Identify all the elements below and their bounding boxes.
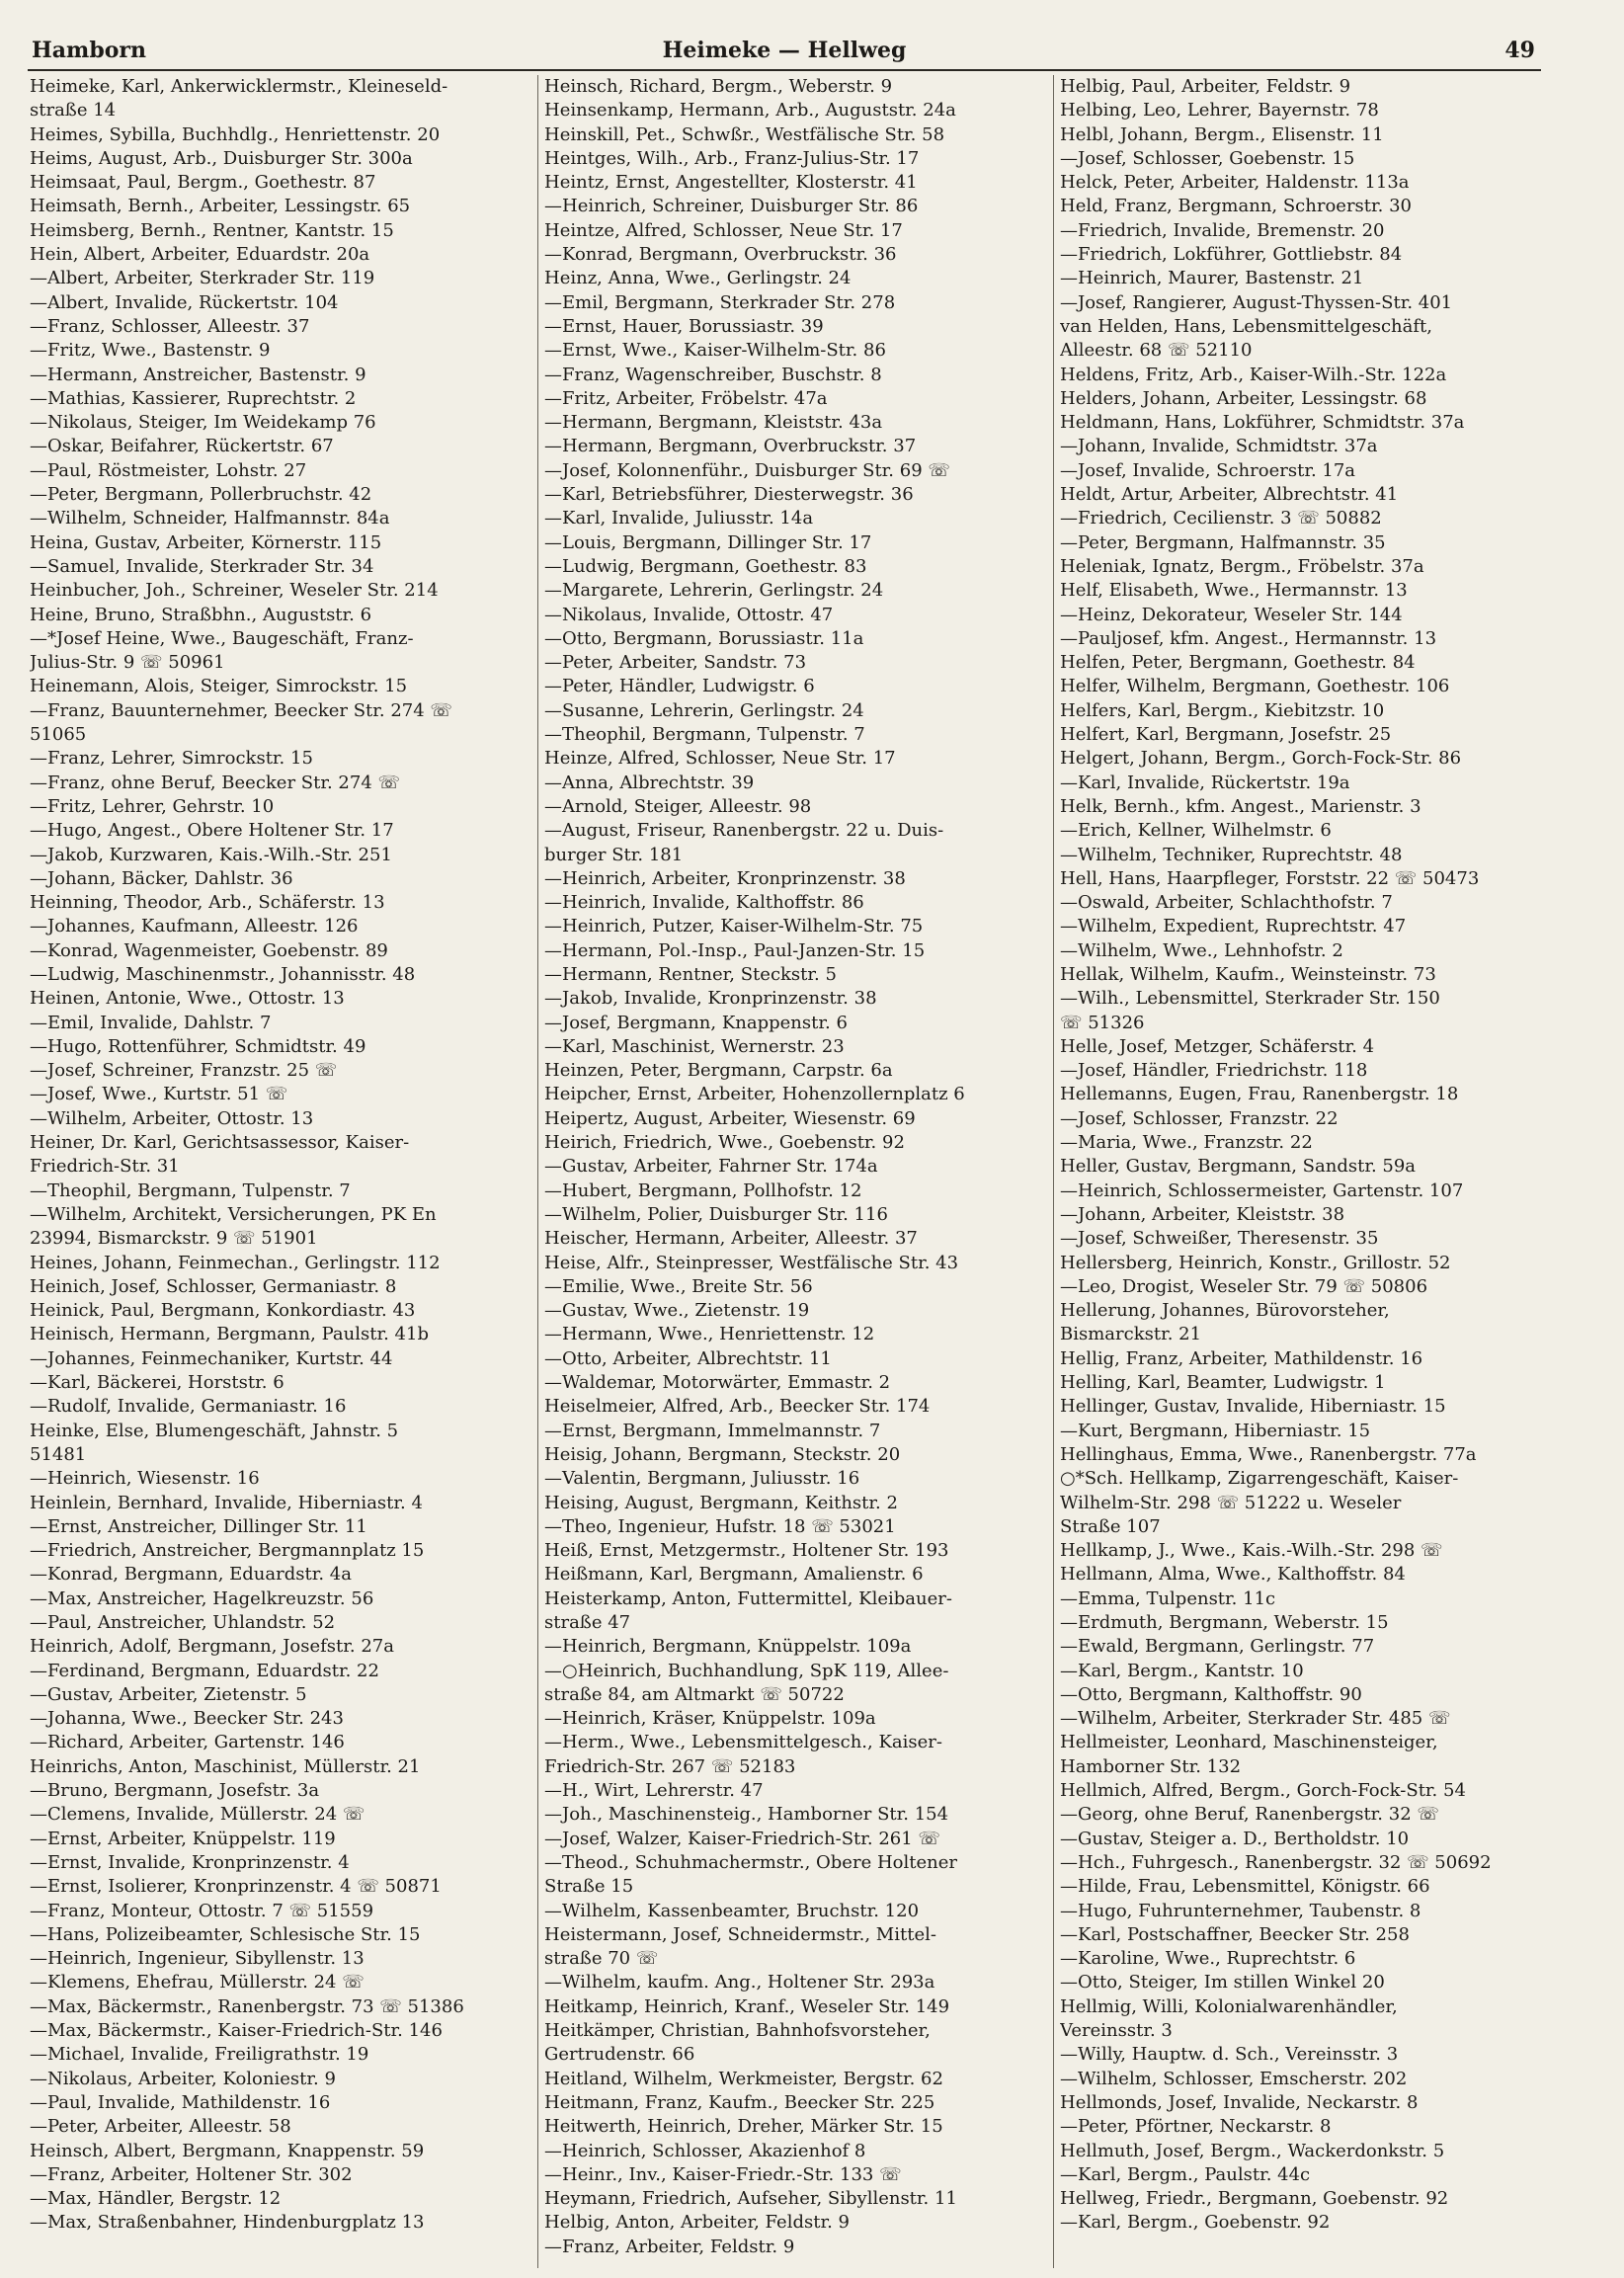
- directory-entry: —Ernst, Bergmann, Immelmannstr. 7: [544, 1420, 881, 1441]
- directory-entry: Heise, Alfr., Steinpresser, Westfälische Str. 43: [544, 1252, 959, 1273]
- directory-entry: Heisig, Johann, Bergmann, Steckstr. 20: [544, 1443, 901, 1465]
- directory-entry: —Ernst, Anstreicher, Dillinger Str. 11: [30, 1515, 367, 1537]
- directory-entry: Heißmann, Karl, Bergmann, Amalienstr. 6: [544, 1564, 924, 1586]
- directory-entry: Heiselmeier, Alfred, Arb., Beecker Str. 174: [544, 1396, 931, 1418]
- directory-entry: —Karl, Invalide, Rückertstr. 19a: [1060, 772, 1350, 793]
- column-2: [537, 75, 1046, 2268]
- directory-entry: —Kurt, Bergmann, Hiberniastr. 15: [1060, 1420, 1371, 1441]
- directory-entry: Helfer, Wilhelm, Bergmann, Goethestr. 106: [1060, 676, 1450, 697]
- directory-entry: —Josef, Schreiner, Franzstr. 25 ☏: [30, 1060, 338, 1082]
- directory-entry: —Wilhelm, Arbeiter, Ottostr. 13: [30, 1107, 314, 1129]
- directory-entry: —Wilhelm, Schneider, Halfmannstr. 84a: [30, 508, 390, 529]
- directory-entry: —Gustav, Wwe., Zietenstr. 19: [544, 1300, 810, 1322]
- directory-entry: —Oswald, Arbeiter, Schlachthofstr. 7: [1060, 892, 1393, 914]
- directory-entry: Wilhelm-Str. 298 ☏ 51222 u. Weseler: [1060, 1492, 1402, 1513]
- directory-entry: Heller, Gustav, Bergmann, Sandstr. 59a: [1060, 1156, 1417, 1178]
- directory-entry: —Franz, Bauunternehmer, Beecker Str. 274 ☏: [30, 699, 452, 721]
- column-1: [30, 75, 537, 2268]
- directory-entry: —Ernst, Isolierer, Kronprinzenstr. 4 ☏ 50871: [30, 1876, 442, 1898]
- directory-entry: —Theophil, Bergmann, Tulpenstr. 7: [544, 724, 865, 746]
- directory-entry: Hellemanns, Eugen, Frau, Ranenbergstr. 18: [1060, 1084, 1459, 1105]
- directory-entry: Heinisch, Hermann, Bergmann, Paulstr. 41b: [30, 1324, 429, 1345]
- directory-entry: —Wilhelm, Arbeiter, Sterkrader Str. 485 ☏: [1060, 1708, 1451, 1730]
- directory-entry: —Paul, Röstmeister, Lohstr. 27: [30, 459, 307, 481]
- directory-entry: —Johanna, Wwe., Beecker Str. 243: [30, 1708, 344, 1730]
- directory-entry: —Oskar, Beifahrer, Rückertstr. 67: [30, 436, 334, 457]
- directory-entry: —Emilie, Wwe., Breite Str. 56: [544, 1275, 813, 1297]
- directory-entry: —Margarete, Lehrerin, Gerlingstr. 24: [544, 580, 884, 602]
- directory-entry: —Heinrich, Putzer, Kaiser-Wilhelm-Str. 75: [544, 916, 924, 937]
- directory-entry: —Karl, Postschaffner, Beecker Str. 258: [1060, 1923, 1410, 1945]
- directory-entry: —Wilhelm, kaufm. Ang., Holtener Str. 293a: [544, 1972, 935, 1993]
- directory-entry: —Otto, Bergmann, Borussiastr. 11a: [544, 627, 864, 649]
- directory-entry: —Wilhelm, Wwe., Lehnhofstr. 2: [1060, 939, 1343, 961]
- directory-entry: —Hilde, Frau, Lebensmittel, Königstr. 66: [1060, 1876, 1430, 1898]
- directory-entry: Heldmann, Hans, Lokführer, Schmidtstr. 37a: [1060, 412, 1465, 434]
- directory-entry: —Heinrich, Schlosser, Akazienhof 8: [544, 2140, 866, 2161]
- directory-entry: Heitwerth, Heinrich, Dreher, Märker Str. 15: [544, 2116, 943, 2138]
- directory-entry: Friedrich-Str. 267 ☏ 52183: [544, 1755, 796, 1777]
- directory-entry: Heimes, Sybilla, Buchhdlg., Henriettenstr. 20: [30, 123, 441, 145]
- directory-entry: Heinemann, Alois, Steiger, Simrockstr. 15: [30, 676, 408, 697]
- directory-entry: —Ernst, Hauer, Borussiastr. 39: [544, 315, 824, 337]
- directory-entry: —Konrad, Bergmann, Eduardstr. 4a: [30, 1564, 352, 1586]
- directory-entry: Heimeke, Karl, Ankerwicklermstr., Kleineseld-: [30, 76, 448, 97]
- directory-entry: Heldens, Fritz, Arb., Kaiser-Wilh.-Str. 122a: [1060, 364, 1447, 385]
- directory-entry: —Josef, Bergmann, Knappenstr. 6: [544, 1012, 848, 1033]
- directory-entry: Hein, Albert, Arbeiter, Eduardstr. 20a: [30, 244, 370, 266]
- directory-entry: —Peter, Händler, Ludwigstr. 6: [544, 676, 815, 697]
- directory-entry: —H., Wirt, Lehrerstr. 47: [544, 1780, 764, 1802]
- directory-entry: —Ludwig, Maschinenmstr., Johannisstr. 48: [30, 963, 416, 985]
- directory-entry: —Wilhelm, Techniker, Ruprechtstr. 48: [1060, 844, 1403, 865]
- directory-entry: Heipcher, Ernst, Arbeiter, Hohenzollernplatz 6: [544, 1084, 965, 1105]
- directory-entry: —Josef, Schlosser, Goebenstr. 15: [1060, 147, 1355, 169]
- directory-entry: Heinning, Theodor, Arb., Schäferstr. 13: [30, 892, 385, 914]
- directory-entry: straße 70 ☏: [544, 1948, 659, 1970]
- directory-entry: Helbig, Anton, Arbeiter, Feldstr. 9: [544, 2212, 850, 2234]
- directory-entry: Helfers, Karl, Bergm., Kiebitzstr. 10: [1060, 699, 1385, 721]
- directory-entry: Hellmeister, Leonhard, Maschinensteiger,: [1060, 1732, 1438, 1753]
- directory-entry: 51481: [30, 1443, 87, 1465]
- directory-entry: —Heinrich, Schlossermeister, Gartenstr. 107: [1060, 1180, 1464, 1201]
- directory-entry: Heistermann, Josef, Schneidermstr., Mittel-: [544, 1923, 936, 1945]
- directory-entry: —Friedrich, Anstreicher, Bergmannplatz 15: [30, 1540, 425, 1562]
- directory-entry: —Erich, Kellner, Wilhelmstr. 6: [1060, 820, 1332, 842]
- directory-entry: Helbl, Johann, Bergm., Elisenstr. 11: [1060, 123, 1384, 145]
- directory-entry: Heinsenkamp, Hermann, Arb., Auguststr. 24a: [544, 100, 956, 122]
- directory-entry: —Josef, Händler, Friedrichstr. 118: [1060, 1060, 1368, 1082]
- directory-entry: Hellmich, Alfred, Bergm., Gorch-Fock-Str. 54: [1060, 1780, 1466, 1802]
- directory-entry: Helle, Josef, Metzger, Schäferstr. 4: [1060, 1035, 1375, 1057]
- directory-entry: —Karl, Invalide, Juliusstr. 14a: [544, 508, 814, 529]
- directory-entry: Heitkamp, Heinrich, Kranf., Weseler Str. 149: [544, 1995, 950, 2017]
- directory-entry: Hamborner Str. 132: [1060, 1755, 1242, 1777]
- directory-entry: —*Josef Heine, Wwe., Baugeschäft, Franz-: [30, 627, 414, 649]
- directory-entry: —Emil, Bergmann, Sterkrader Str. 278: [544, 291, 896, 313]
- directory-entry: Held, Franz, Bergmann, Schroerstr. 30: [1060, 196, 1413, 217]
- directory-entry: Heisterkamp, Anton, Futtermittel, Kleibauer-: [544, 1587, 952, 1609]
- directory-entry: —Johannes, Kaufmann, Alleestr. 126: [30, 916, 359, 937]
- directory-entry: —Ernst, Wwe., Kaiser-Wilhelm-Str. 86: [544, 340, 886, 362]
- page-header: [28, 38, 1541, 71]
- directory-entry: Hellerung, Johannes, Bürovorsteher,: [1060, 1300, 1390, 1322]
- directory-entry: Hellinghaus, Emma, Wwe., Ranenbergstr. 77a: [1060, 1443, 1477, 1465]
- directory-entry: —Fritz, Arbeiter, Fröbelstr. 47a: [544, 387, 828, 409]
- directory-entry: Heintze, Alfred, Schlosser, Neue Str. 17: [544, 219, 903, 241]
- directory-entry: —Pauljosef, kfm. Angest., Hermannstr. 13: [1060, 627, 1437, 649]
- directory-entry: —Franz, Arbeiter, Holtener Str. 302: [30, 2163, 353, 2185]
- directory-entry: —Peter, Arbeiter, Sandstr. 73: [544, 652, 807, 674]
- directory-entry: —Karl, Bergm., Goebenstr. 92: [1060, 2212, 1331, 2234]
- directory-entry: —Mathias, Kassierer, Ruprechtstr. 2: [30, 387, 357, 409]
- directory-entry: —Max, Bäckermstr., Kaiser-Friedrich-Str. 146: [30, 2020, 443, 2042]
- directory-entry: Heinlein, Bernhard, Invalide, Hiberniastr. 4: [30, 1492, 423, 1513]
- directory-entry: —Heinrich, Ingenieur, Sibyllenstr. 13: [30, 1948, 365, 1970]
- directory-entry: —Michael, Invalide, Freiligrathstr. 19: [30, 2044, 369, 2066]
- directory-entry: Gertrudenstr. 66: [544, 2044, 695, 2066]
- directory-entry: straße 14: [30, 100, 117, 122]
- directory-entry: —Heinrich, Kräser, Knüppelstr. 109a: [544, 1708, 876, 1730]
- directory-entry: Helbig, Paul, Arbeiter, Feldstr. 9: [1060, 76, 1351, 97]
- directory-entry: —Gustav, Arbeiter, Fahrner Str. 174a: [544, 1156, 878, 1178]
- directory-entry: Helfert, Karl, Bergmann, Josefstr. 25: [1060, 724, 1392, 746]
- directory-entry: Straße 107: [1060, 1515, 1161, 1537]
- directory-entry: —Johann, Bäcker, Dahlstr. 36: [30, 867, 293, 889]
- directory-entry: Heinsch, Richard, Bergm., Weberstr. 9: [544, 76, 893, 97]
- directory-entry: Helders, Johann, Arbeiter, Lessingstr. 68: [1060, 387, 1427, 409]
- directory-entry: —Heinrich, Wiesenstr. 16: [30, 1468, 260, 1490]
- directory-entry: —Gustav, Steiger a. D., Bertholdstr. 10: [1060, 1828, 1410, 1849]
- directory-entry: Helf, Elisabeth, Wwe., Hermannstr. 13: [1060, 580, 1408, 602]
- directory-entry: Heising, August, Bergmann, Keithstr. 2: [544, 1492, 898, 1513]
- directory-entry: —Louis, Bergmann, Dillinger Str. 17: [544, 531, 872, 553]
- directory-entry: —Gustav, Arbeiter, Zietenstr. 5: [30, 1683, 307, 1705]
- directory-entry: —Josef, Invalide, Schroerstr. 17a: [1060, 459, 1356, 481]
- directory-entry: ☏ 51326: [1060, 1012, 1145, 1033]
- header-city: Hamborn: [32, 38, 146, 63]
- directory-entry: Julius-Str. 9 ☏ 50961: [30, 652, 225, 674]
- directory-entry: Hellweg, Friedr., Bergmann, Goebenstr. 92: [1060, 2188, 1449, 2210]
- directory-entry: —Franz, Schlosser, Alleestr. 37: [30, 315, 310, 337]
- directory-entry: —Hermann, Pol.-Insp., Paul-Janzen-Str. 15: [544, 939, 926, 961]
- directory-entry: Heinbucher, Joh., Schreiner, Weseler Str. 214: [30, 580, 439, 602]
- directory-entry: —Leo, Drogist, Weseler Str. 79 ☏ 50806: [1060, 1275, 1428, 1297]
- directory-entry: Heinrichs, Anton, Maschinist, Müllerstr. 21: [30, 1755, 421, 1777]
- directory-entry: —Heinrich, Schreiner, Duisburger Str. 86: [544, 196, 919, 217]
- directory-entry: —Hans, Polizeibeamter, Schlesische Str. 15: [30, 1923, 421, 1945]
- directory-entry: —Heinr., Inv., Kaiser-Friedr.-Str. 133 ☏: [544, 2163, 902, 2185]
- directory-entry: —Jakob, Invalide, Kronprinzenstr. 38: [544, 988, 877, 1010]
- directory-entry: —Ewald, Bergmann, Gerlingstr. 77: [1060, 1636, 1375, 1658]
- directory-entry: —Joh., Maschinensteig., Hamborner Str. 154: [544, 1804, 949, 1826]
- directory-entry: Vereinsstr. 3: [1060, 2020, 1173, 2042]
- directory-entry: 23994, Bismarckstr. 9 ☏ 51901: [30, 1228, 318, 1250]
- directory-entry: Hellinger, Gustav, Invalide, Hiberniastr. 15: [1060, 1396, 1446, 1418]
- directory-entry: —Emma, Tulpenstr. 11c: [1060, 1587, 1276, 1609]
- directory-entry: —Peter, Bergmann, Halfmannstr. 35: [1060, 531, 1386, 553]
- directory-entry: Heiß, Ernst, Metzgermstr., Holtener Str. 193: [544, 1540, 949, 1562]
- directory-entry: straße 47: [544, 1612, 631, 1633]
- directory-entry: Heinskill, Pet., Schwßr., Westfälische Str. 58: [544, 123, 945, 145]
- directory-entry: —Samuel, Invalide, Sterkrader Str. 34: [30, 555, 374, 577]
- directory-entry: —Max, Bäckermstr., Ranenbergstr. 73 ☏ 51386: [30, 1995, 464, 2017]
- directory-entry: —Heinrich, Invalide, Kalthoffstr. 86: [544, 892, 864, 914]
- directory-entry: straße 84, am Altmarkt ☏ 50722: [544, 1683, 845, 1705]
- directory-entry: —Klemens, Ehefrau, Müllerstr. 24 ☏: [30, 1972, 365, 1993]
- directory-entry: —Emil, Invalide, Dahlstr. 7: [30, 1012, 272, 1033]
- directory-entry: Heinsch, Albert, Bergmann, Knappenstr. 59: [30, 2140, 425, 2161]
- directory-entry: Heintges, Wilh., Arb., Franz-Julius-Str. 17: [544, 147, 920, 169]
- directory-entry: —Ludwig, Bergmann, Goethestr. 83: [544, 555, 867, 577]
- directory-entry: —Susanne, Lehrerin, Gerlingstr. 24: [544, 699, 864, 721]
- directory-entry: —Josef, Wwe., Kurtstr. 51 ☏: [30, 1084, 288, 1105]
- directory-entry: —Theod., Schuhmachermstr., Obere Holtener: [544, 1851, 957, 1873]
- directory-entry: —Johann, Arbeiter, Kleiststr. 38: [1060, 1203, 1345, 1225]
- directory-entry: —Johannes, Feinmechaniker, Kurtstr. 44: [30, 1347, 393, 1369]
- directory-entry: Heimsaat, Paul, Bergm., Goethestr. 87: [30, 172, 376, 194]
- directory-entry: —Heinrich, Bergmann, Knüppelstr. 109a: [544, 1636, 912, 1658]
- directory-entry: —Ernst, Arbeiter, Knüppelstr. 119: [30, 1828, 336, 1849]
- directory-entry: —Josef, Walzer, Kaiser-Friedrich-Str. 261 ☏: [544, 1828, 940, 1849]
- directory-entry: —Max, Straßenbahner, Hindenburgplatz 13: [30, 2212, 425, 2234]
- directory-entry: Heims, August, Arb., Duisburger Str. 300a: [30, 147, 413, 169]
- directory-entry: —Hugo, Angest., Obere Holtener Str. 17: [30, 820, 394, 842]
- directory-entry: ○*Sch. Hellkamp, Zigarrengeschäft, Kaiser-: [1060, 1468, 1459, 1490]
- directory-entry: Heitkämper, Christian, Bahnhofsvorsteher,: [544, 2020, 931, 2042]
- directory-entry: —Jakob, Kurzwaren, Kais.-Wilh.-Str. 251: [30, 844, 392, 865]
- directory-entry: Hellmuth, Josef, Bergm., Wackerdonkstr. 5: [1060, 2140, 1445, 2161]
- directory-entry: van Helden, Hans, Lebensmittelgeschäft,: [1060, 315, 1432, 337]
- directory-entry: —Hermann, Anstreicher, Bastenstr. 9: [30, 364, 366, 385]
- directory-entry: —Wilh., Lebensmittel, Sterkrader Str. 150: [1060, 988, 1440, 1010]
- directory-entry: Helfen, Peter, Bergmann, Goethestr. 84: [1060, 652, 1416, 674]
- directory-entry: —○Heinrich, Buchhandlung, SpK 119, Allee-: [544, 1660, 949, 1681]
- directory-entry: —Franz, Arbeiter, Feldstr. 9: [544, 2236, 795, 2257]
- directory-entry: —Waldemar, Motorwärter, Emmastr. 2: [544, 1372, 891, 1394]
- directory-entry: —Karl, Maschinist, Wernerstr. 23: [544, 1035, 845, 1057]
- directory-entry: —Konrad, Wagenmeister, Goebenstr. 89: [30, 939, 388, 961]
- directory-entry: —Franz, Monteur, Ottostr. 7 ☏ 51559: [30, 1900, 374, 1921]
- directory-entry: —Hermann, Wwe., Henriettenstr. 12: [544, 1324, 875, 1345]
- directory-entry: Friedrich-Str. 31: [30, 1156, 180, 1178]
- directory-entry: Hellmann, Alma, Wwe., Kalthoffstr. 84: [1060, 1564, 1406, 1586]
- directory-entry: Heinze, Alfred, Schlosser, Neue Str. 17: [544, 748, 896, 770]
- directory-entry: —Max, Anstreicher, Hagelkreuzstr. 56: [30, 1587, 374, 1609]
- directory-entry: —Friedrich, Lokführer, Gottliebstr. 84: [1060, 244, 1403, 266]
- directory-entry: —Karl, Bäckerei, Horststr. 6: [30, 1372, 284, 1394]
- directory-entry: —Friedrich, Cecilienstr. 3 ☏ 50882: [1060, 508, 1382, 529]
- directory-entry: —Albert, Invalide, Rückertstr. 104: [30, 291, 339, 313]
- directory-entry: —Arnold, Steiger, Alleestr. 98: [544, 795, 812, 817]
- directory-entry: Helling, Karl, Beamter, Ludwigstr. 1: [1060, 1372, 1386, 1394]
- directory-entry: —Ernst, Invalide, Kronprinzenstr. 4: [30, 1851, 350, 1873]
- directory-entry: —Hch., Fuhrgesch., Ranenbergstr. 32 ☏ 50692: [1060, 1851, 1492, 1873]
- directory-entry: —Nikolaus, Invalide, Ottostr. 47: [544, 604, 834, 625]
- directory-entry: Bismarckstr. 21: [1060, 1324, 1202, 1345]
- directory-entry: —Georg, ohne Beruf, Ranenbergstr. 32 ☏: [1060, 1804, 1439, 1826]
- directory-entry: —Richard, Arbeiter, Gartenstr. 146: [30, 1732, 345, 1753]
- directory-entry: Hellak, Wilhelm, Kaufm., Weinsteinstr. 73: [1060, 963, 1436, 985]
- directory-entry: —Josef, Schlosser, Franzstr. 22: [1060, 1107, 1339, 1129]
- directory-entry: Helck, Peter, Arbeiter, Haldenstr. 113a: [1060, 172, 1410, 194]
- directory-entry: Heitland, Wilhelm, Werkmeister, Bergstr. 62: [544, 2068, 943, 2089]
- directory-entry: Heiner, Dr. Karl, Gerichtsassessor, Kaiser-: [30, 1132, 410, 1154]
- directory-entry: —Franz, Lehrer, Simrockstr. 15: [30, 748, 313, 770]
- directory-entry: —Franz, Wagenschreiber, Buschstr. 8: [544, 364, 882, 385]
- directory-entry: —Hermann, Bergmann, Overbruckstr. 37: [544, 436, 917, 457]
- directory-entry: —Peter, Bergmann, Pollerbruchstr. 42: [30, 484, 372, 506]
- directory-entry: —Willy, Hauptw. d. Sch., Vereinsstr. 3: [1060, 2044, 1399, 2066]
- column-3: [1053, 75, 1554, 2268]
- directory-entry: —Otto, Bergmann, Kalthoffstr. 90: [1060, 1683, 1362, 1705]
- directory-entry: —Paul, Invalide, Mathildenstr. 16: [30, 2091, 331, 2113]
- directory-entry: Hellmonds, Josef, Invalide, Neckarstr. 8: [1060, 2091, 1419, 2113]
- directory-entry: —Wilhelm, Polier, Duisburger Str. 116: [544, 1203, 888, 1225]
- directory-entry: Hell, Hans, Haarpfleger, Forststr. 22 ☏ 50473: [1060, 867, 1480, 889]
- directory-entry: —Josef, Rangierer, August-Thyssen-Str. 401: [1060, 291, 1453, 313]
- directory-entry: —Franz, ohne Beruf, Beecker Str. 274 ☏: [30, 772, 401, 793]
- directory-entry: —Wilhelm, Schlosser, Emscherstr. 202: [1060, 2068, 1408, 2089]
- directory-entry: Heimsath, Bernh., Arbeiter, Lessingstr. 65: [30, 196, 411, 217]
- directory-entry: Hellmig, Willi, Kolonialwarenhändler,: [1060, 1995, 1398, 2017]
- directory-entry: —Albert, Arbeiter, Sterkrader Str. 119: [30, 268, 375, 289]
- directory-entry: —Valentin, Bergmann, Juliusstr. 16: [544, 1468, 860, 1490]
- directory-entry: —Friedrich, Invalide, Bremenstr. 20: [1060, 219, 1385, 241]
- directory-entry: Heldt, Artur, Arbeiter, Albrechtstr. 41: [1060, 484, 1399, 506]
- directory-entry: —Peter, Pförtner, Neckarstr. 8: [1060, 2116, 1332, 2138]
- directory-entry: —Nikolaus, Arbeiter, Koloniestr. 9: [30, 2068, 336, 2089]
- directory-entry: —Maria, Wwe., Franzstr. 22: [1060, 1132, 1313, 1154]
- directory-entry: —Heinz, Dekorateur, Weseler Str. 144: [1060, 604, 1403, 625]
- directory-entry: Heinz, Anna, Wwe., Gerlingstr. 24: [544, 268, 852, 289]
- directory-entry: Helk, Bernh., kfm. Angest., Marienstr. 3: [1060, 795, 1421, 817]
- directory-entry: —Anna, Albrechtstr. 39: [544, 772, 755, 793]
- directory-entry: —August, Friseur, Ranenbergstr. 22 u. Duis-: [544, 820, 944, 842]
- directory-entry: —Karoline, Wwe., Ruprechtstr. 6: [1060, 1948, 1356, 1970]
- directory-entry: Heina, Gustav, Arbeiter, Körnerstr. 115: [30, 531, 382, 553]
- directory-entry: Heine, Bruno, Straßbhn., Auguststr. 6: [30, 604, 372, 625]
- directory-entry: —Wilhelm, Expedient, Ruprechtstr. 47: [1060, 916, 1407, 937]
- directory-entry: —Rudolf, Invalide, Germaniastr. 16: [30, 1396, 347, 1418]
- directory-entry: Heinke, Else, Blumengeschäft, Jahnstr. 5: [30, 1420, 399, 1441]
- directory-entry: Helgert, Johann, Bergm., Gorch-Fock-Str. 86: [1060, 748, 1462, 770]
- directory-entry: —Karl, Betriebsführer, Diesterwegstr. 36: [544, 484, 914, 506]
- directory-entry: Heipertz, August, Arbeiter, Wiesenstr. 69: [544, 1107, 916, 1129]
- directory-entry: Heinich, Josef, Schlosser, Germaniastr. 8: [30, 1275, 397, 1297]
- directory-entry: —Erdmuth, Bergmann, Weberstr. 15: [1060, 1612, 1389, 1633]
- directory-entry: Heintz, Ernst, Angestellter, Klosterstr. 41: [544, 172, 918, 194]
- directory-entry: —Konrad, Bergmann, Overbruckstr. 36: [544, 244, 897, 266]
- directory-entry: Heinen, Antonie, Wwe., Ottostr. 13: [30, 988, 345, 1010]
- directory-entry: Heimsberg, Bernh., Rentner, Kantstr. 15: [30, 219, 394, 241]
- directory-entry: —Peter, Arbeiter, Alleestr. 58: [30, 2116, 291, 2138]
- directory-entry: Heinzen, Peter, Bergmann, Carpstr. 6a: [544, 1060, 893, 1082]
- directory-entry: —Wilhelm, Kassenbeamter, Bruchstr. 120: [544, 1900, 920, 1921]
- directory-entry: Heymann, Friedrich, Aufseher, Sibyllenstr. 11: [544, 2188, 957, 2210]
- page-number: 49: [1504, 38, 1535, 63]
- directory-entry: —Otto, Steiger, Im stillen Winkel 20: [1060, 1972, 1385, 1993]
- directory-entry: 51065: [30, 724, 87, 746]
- directory-entry: —Paul, Anstreicher, Uhlandstr. 52: [30, 1612, 336, 1633]
- directory-entry: —Fritz, Lehrer, Gehrstr. 10: [30, 795, 275, 817]
- directory-entry: Heirich, Friedrich, Wwe., Goebenstr. 92: [544, 1132, 905, 1154]
- directory-entry: —Hugo, Fuhrunternehmer, Taubenstr. 8: [1060, 1900, 1421, 1921]
- directory-entry: —Josef, Kolonnenführ., Duisburger Str. 69 ☏: [544, 459, 950, 481]
- directory-entry: —Heinrich, Maurer, Bastenstr. 21: [1060, 268, 1364, 289]
- directory-entry: Straße 15: [544, 1876, 634, 1898]
- directory-entry: Alleestr. 68 ☏ 52110: [1060, 340, 1253, 362]
- directory-entry: —Heinrich, Arbeiter, Kronprinzenstr. 38: [544, 867, 906, 889]
- directory-entry: Hellig, Franz, Arbeiter, Mathildenstr. 16: [1060, 1347, 1423, 1369]
- directory-entry: Hellersberg, Heinrich, Konstr., Grillostr. 52: [1060, 1252, 1451, 1273]
- directory-entry: —Bruno, Bergmann, Josefstr. 3a: [30, 1780, 320, 1802]
- directory-entry: —Max, Händler, Bergstr. 12: [30, 2188, 282, 2210]
- directory-entry: burger Str. 181: [544, 844, 684, 865]
- directory-entry: —Josef, Schweißer, Theresenstr. 35: [1060, 1228, 1379, 1250]
- directory-entry: —Theophil, Bergmann, Tulpenstr. 7: [30, 1180, 351, 1201]
- directory-entry: —Hugo, Rottenführer, Schmidtstr. 49: [30, 1035, 366, 1057]
- directory-entry: —Karl, Bergm., Paulstr. 44c: [1060, 2163, 1311, 2185]
- directory-entry: —Johann, Invalide, Schmidtstr. 37a: [1060, 436, 1378, 457]
- directory-entry: —Karl, Bergm., Kantstr. 10: [1060, 1660, 1304, 1681]
- directory-entry: —Herm., Wwe., Lebensmittelgesch., Kaiser-: [544, 1732, 942, 1753]
- directory-entry: Heleniak, Ignatz, Bergm., Fröbelstr. 37a: [1060, 555, 1424, 577]
- directory-entry: Heinick, Paul, Bergmann, Konkordiastr. 43: [30, 1300, 416, 1322]
- directory-entry: —Otto, Arbeiter, Albrechtstr. 11: [544, 1347, 832, 1369]
- directory-entry: —Nikolaus, Steiger, Im Weidekamp 76: [30, 412, 376, 434]
- directory-entry: Helbing, Leo, Lehrer, Bayernstr. 78: [1060, 100, 1379, 122]
- directory-entry: —Wilhelm, Architekt, Versicherungen, PK En: [30, 1203, 437, 1225]
- directory-entry: —Hermann, Bergmann, Kleiststr. 43a: [544, 412, 883, 434]
- directory-entry: —Fritz, Wwe., Bastenstr. 9: [30, 340, 271, 362]
- directory-entry: —Ferdinand, Bergmann, Eduardstr. 22: [30, 1660, 379, 1681]
- directory-entry: —Hubert, Bergmann, Pollhofstr. 12: [544, 1180, 862, 1201]
- header-range: Heimeke — Hellweg: [662, 38, 907, 63]
- directory-entry: Heinrich, Adolf, Bergmann, Josefstr. 27a: [30, 1636, 394, 1658]
- directory-entry: Heines, Johann, Feinmechan., Gerlingstr. 112: [30, 1252, 441, 1273]
- directory-entry: —Hermann, Rentner, Steckstr. 5: [544, 963, 837, 985]
- directory-entry: —Clemens, Invalide, Müllerstr. 24 ☏: [30, 1804, 365, 1826]
- directory-entry: Heitmann, Franz, Kaufm., Beecker Str. 225: [544, 2091, 935, 2113]
- directory-entry: —Theo, Ingenieur, Hufstr. 18 ☏ 53021: [544, 1515, 896, 1537]
- directory-entry: Hellkamp, J., Wwe., Kais.-Wilh.-Str. 298 ☏: [1060, 1540, 1443, 1562]
- directory-entry: Heischer, Hermann, Arbeiter, Alleestr. 37: [544, 1228, 918, 1250]
